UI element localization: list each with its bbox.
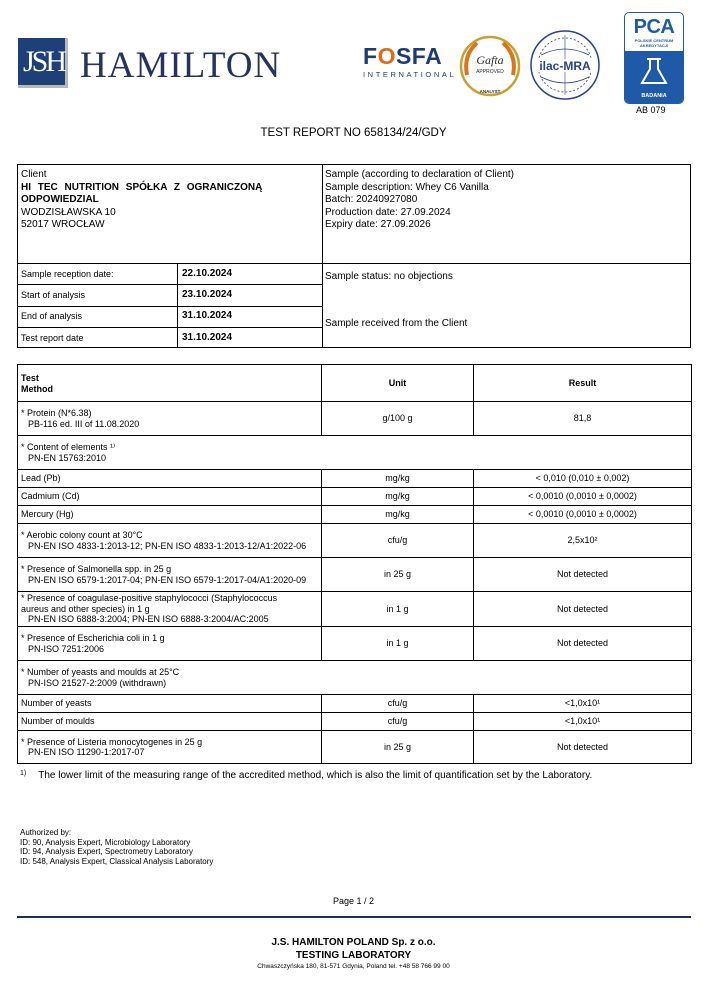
page-number: Page 1 / 2 (332, 896, 375, 906)
table-row: Lead (Pb) mg/kg < 0,010 (0,010 ± 0,002) (18, 470, 692, 488)
footer-address: Chwaszczyńska 180, 81-571 Gdynia, Poland tel. +48 58 766 99 00 (257, 963, 450, 970)
table-row: Cadmium (Cd) mg/kg < 0,0010 (0,0010 ± 0,0002) (18, 488, 692, 506)
footnote: $^{1)}$ The lower limit of the measuring range of the accredited method, which is also the limit of quantification set by the Laboratory. (20, 770, 593, 781)
sample-description: Sample description: Whey C6 Vanilla (325, 181, 489, 193)
client-sample-info-box (17, 164, 691, 348)
table-row: * Presence of coagulase-positive staphylococci (Staphylococcus aureus and other species) in 1 g PN-EN ISO 6888-3:2004; PN-EN ISO 6888-3:2004/AC:2005 in 1 g Not detected (18, 592, 692, 627)
sample-expiry-date: Expiry date: 27.09.2026 (325, 219, 431, 230)
date-label: Sample reception date: (21, 269, 114, 279)
gafta-logo (459, 35, 521, 97)
date-value: 31.10.2024 (182, 310, 233, 321)
date-value: 31.10.2024 (182, 332, 233, 343)
date-label: Start of analysis (21, 290, 86, 300)
table-row: * Presence of Escherichia coli in 1 g PN-ISO 7251:2006 in 1 g Not detected (18, 627, 692, 661)
test-method-header: Test Method (18, 365, 322, 402)
result-header: Result (474, 365, 692, 402)
client-address: WODZISŁAWSKA 10 (21, 206, 116, 218)
footer-lab: TESTING LABORATORY (295, 950, 412, 961)
sample-production-date: Production date: 27.09.2024 (325, 206, 451, 218)
sample-block: Sample (according to declaration of Client) Sample description: Whey C6 Vanilla Batch: 20240927080 Production date: 27.09.2024 Expiry date: 27.09.2026 (325, 169, 514, 230)
fosfa-logo: FOSFA INTERNATIONAL (363, 43, 457, 79)
sample-status: Sample status: no objections (325, 271, 453, 282)
authorized-by-block: Authorized by: ID: 90, Analysis Expert, Microbiology Laboratory ID: 94, Analysis Expert, Spectrometry Laboratory ID: 548, Analysis Expert, Classical Analysis Laboratory (20, 828, 214, 866)
client-block: Client HI TEC NUTRITION SPÓŁKA Z OGRANICZONĄ ODPOWIEDZIAL WODZISŁAWSKA 10 52017 WROCŁAW (21, 169, 263, 230)
table-row: Number of yeasts cfu/g <1,0x10¹ (18, 695, 692, 713)
svg-text:ilac-MRA: ilac-MRA (539, 59, 591, 73)
table-row: * Aerobic colony count at 30°C PN-EN ISO 4833-1:2013-12; PN-EN ISO 4833-1:2013-12/A1:2022-06 cfu/g 2,5x10² (18, 524, 692, 558)
date-label: End of analysis (21, 311, 83, 321)
table-row: * Number of yeasts and moulds at 25°C PN-ISO 21527-2:2009 (withdrawn) (18, 661, 692, 695)
table-row: Mercury (Hg) mg/kg < 0,0010 (0,0010 ± 0,0002) (18, 506, 692, 524)
report-title: TEST REPORT NO 658134/24/GDY (260, 127, 447, 139)
hamilton-logo-word: HAMILTON (80, 45, 282, 86)
hamilton-logo (18, 38, 288, 90)
table-row: * Presence of Salmonella spp. in 25 g PN-EN ISO 6579-1:2017-04; PN-EN ISO 6579-1:2017-04/A1:2020-09 in 25 g Not detected (18, 558, 692, 592)
svg-text:ANALYST: ANALYST (479, 89, 501, 94)
client-name: HI TEC NUTRITION SPÓŁKA Z OGRANICZONĄ (21, 181, 263, 193)
footer-divider (17, 916, 691, 918)
table-row: Number of moulds cfu/g <1,0x10¹ (18, 713, 692, 731)
date-label: Test report date (21, 333, 84, 343)
results-header-row (18, 365, 692, 402)
date-value: 22.10.2024 (182, 268, 233, 279)
svg-text:APPROVED: APPROVED (476, 69, 504, 75)
results-table (17, 364, 692, 764)
svg-text:Gafta: Gafta (476, 53, 504, 67)
ilac-mra-logo (529, 29, 601, 101)
table-row: * Presence of Listeria monocytogenes in 25 g PN-EN ISO 11290-1:2017-07 in 25 g Not detected (18, 731, 692, 764)
pca-accreditation-logo: PCA POLSKIE CENTRUM AKREDYTACJI BADANIA (624, 12, 684, 104)
flask-icon (625, 51, 683, 91)
date-value: 23.10.2024 (182, 289, 233, 300)
hamilton-logo-mark: JSH (18, 38, 68, 88)
sample-batch: Batch: 20240927080 (325, 194, 418, 205)
unit-header: Unit (322, 365, 474, 402)
table-row: * Content of elements ¹⁾ PN-EN 15763:2010 (18, 436, 692, 470)
sample-received: Sample received from the Client (325, 318, 468, 329)
footer-company: J.S. HAMILTON POLAND Sp. z o.o. (271, 937, 436, 948)
table-row: * Protein (N*6.38) PB-116 ed. III of 11.08.2020 g/100 g 81,8 (18, 402, 692, 436)
accreditation-code: AB 079 (636, 105, 666, 115)
